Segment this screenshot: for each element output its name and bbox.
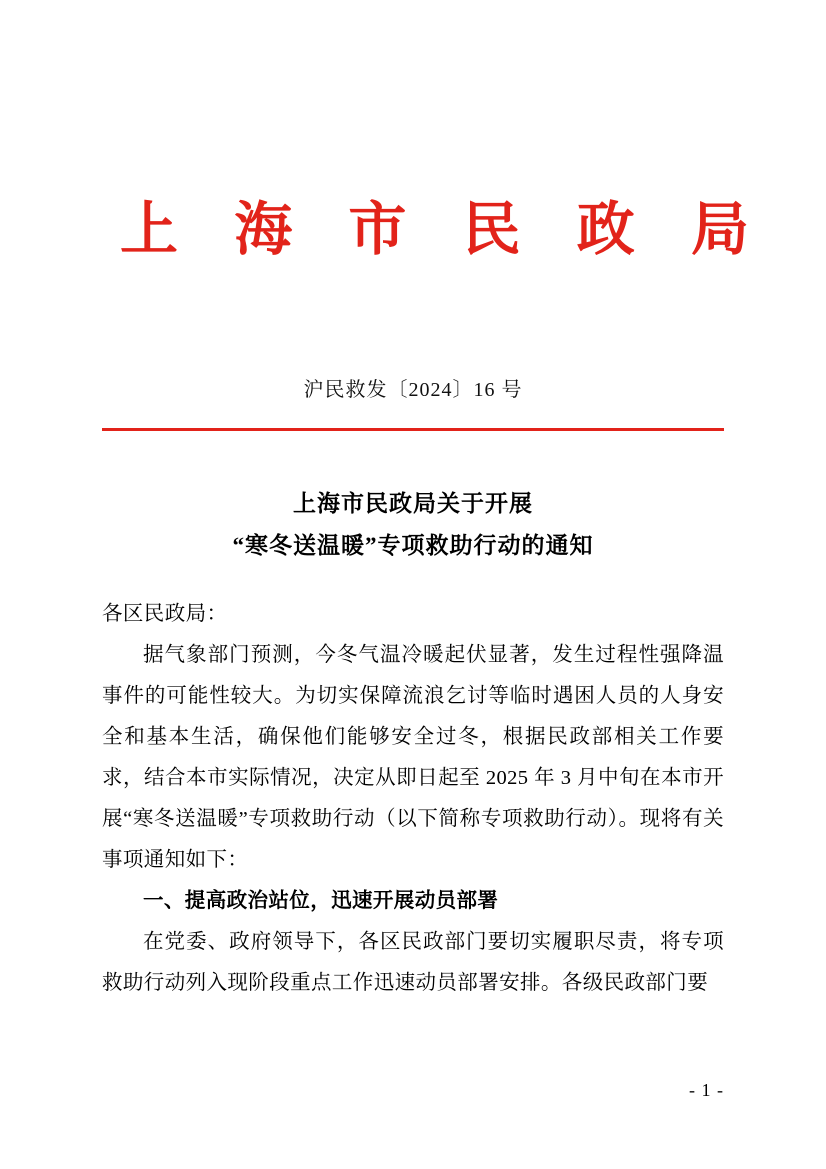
document-title xyxy=(102,483,724,568)
section-1-paragraph: 在党委、政府领导下，各区民政部门要切实履职尽责，将专项救助行动列入现阶段重点工作迅速动员部署安排。各级民政部门要 xyxy=(102,930,724,994)
document-body xyxy=(102,594,724,1004)
page-number: - 1 - xyxy=(689,1080,724,1100)
section-heading-1: 一、提高政治站位，迅速开展动员部署 xyxy=(143,889,499,912)
document-number: 沪民救发〔2024〕16 号 xyxy=(303,378,523,401)
red-separator-rule xyxy=(102,428,724,431)
document-title-line-2: “寒冬送温暖”专项救助行动的通知 xyxy=(232,533,594,559)
salutation: 各区民政局： xyxy=(102,602,228,625)
document-title-line-1: 上海市民政局关于开展 xyxy=(293,490,533,516)
body-paragraph-1: 据气象部门预测，今冬气温冷暖起伏显著，发生过程性强降温事件的可能性较大。为切实保障流浪乞讨等临时遇困人员的人身安全和基本生活，确保他们能够安全过冬，根据民政部相关工作要求，结合本市实际情况，决定从即日起至 2025 年 3 月中旬在本市开展“寒冬送温暖”专项救助行动（以下简称专项救助行动）。现将有关事项通知如下： xyxy=(102,643,724,871)
document-masthead: 上 海 市 民 政 局 xyxy=(120,195,767,263)
